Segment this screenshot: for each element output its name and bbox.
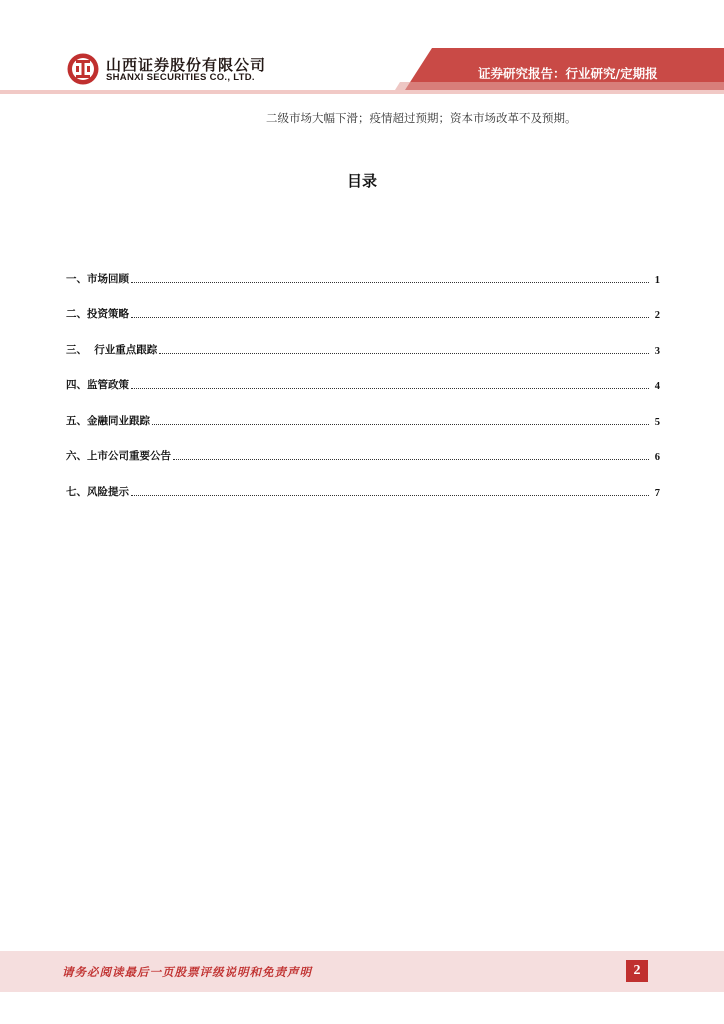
toc-item[interactable]	[66, 321, 660, 357]
toc-leader-dots	[131, 282, 649, 283]
company-logo-icon	[66, 52, 100, 86]
toc-item-page: 3	[654, 345, 660, 357]
report-type-label: 证券研究报告：行业研究/定期报	[478, 66, 658, 81]
toc-leader-dots	[131, 317, 649, 318]
toc-item-label: 三、 行业重点跟踪	[66, 343, 158, 356]
toc-item[interactable]	[66, 357, 660, 393]
table-of-contents	[66, 250, 660, 499]
page-header	[0, 0, 724, 100]
risk-text: 二级市场大幅下滑；疫情超过预期；资本市场改革不及预期。	[266, 111, 577, 125]
page-number-badge: 2	[626, 960, 648, 982]
toc-item-label: 一、市场回顾	[66, 272, 129, 285]
company-name-en: SHANXI SECURITIES CO., LTD.	[106, 72, 255, 83]
toc-item-page: 4	[654, 381, 660, 392]
toc-item-page: 6	[654, 452, 660, 463]
footer-disclaimer: 请务必阅读最后一页股票评级说明和免责声明	[62, 965, 312, 979]
toc-item-page: 1	[654, 274, 660, 286]
toc-item[interactable]	[66, 250, 660, 286]
toc-item-label: 五、金融同业跟踪	[66, 414, 150, 427]
toc-leader-dots	[152, 424, 649, 425]
toc-item-page: 2	[654, 310, 660, 321]
toc-item-label: 七、风险提示	[66, 485, 129, 498]
toc-item-label: 二、投资策略	[66, 308, 129, 320]
toc-leader-dots	[131, 388, 649, 389]
toc-item-label: 六、上市公司重要公告	[66, 450, 171, 462]
toc-item[interactable]	[66, 392, 660, 428]
toc-leader-dots	[173, 459, 649, 460]
header-banner	[0, 0, 724, 100]
toc-item[interactable]	[66, 463, 660, 499]
toc-item-label: 四、监管政策	[66, 379, 129, 391]
company-name-cn: 山西证券股份有限公司	[106, 56, 267, 74]
toc-item[interactable]	[66, 286, 660, 322]
toc-item-page: 7	[654, 487, 660, 499]
toc-leader-dots	[131, 495, 649, 496]
toc-item-page: 5	[654, 416, 660, 428]
toc-item[interactable]	[66, 428, 660, 464]
toc-title: 目录	[346, 172, 377, 190]
toc-leader-dots	[159, 353, 649, 354]
